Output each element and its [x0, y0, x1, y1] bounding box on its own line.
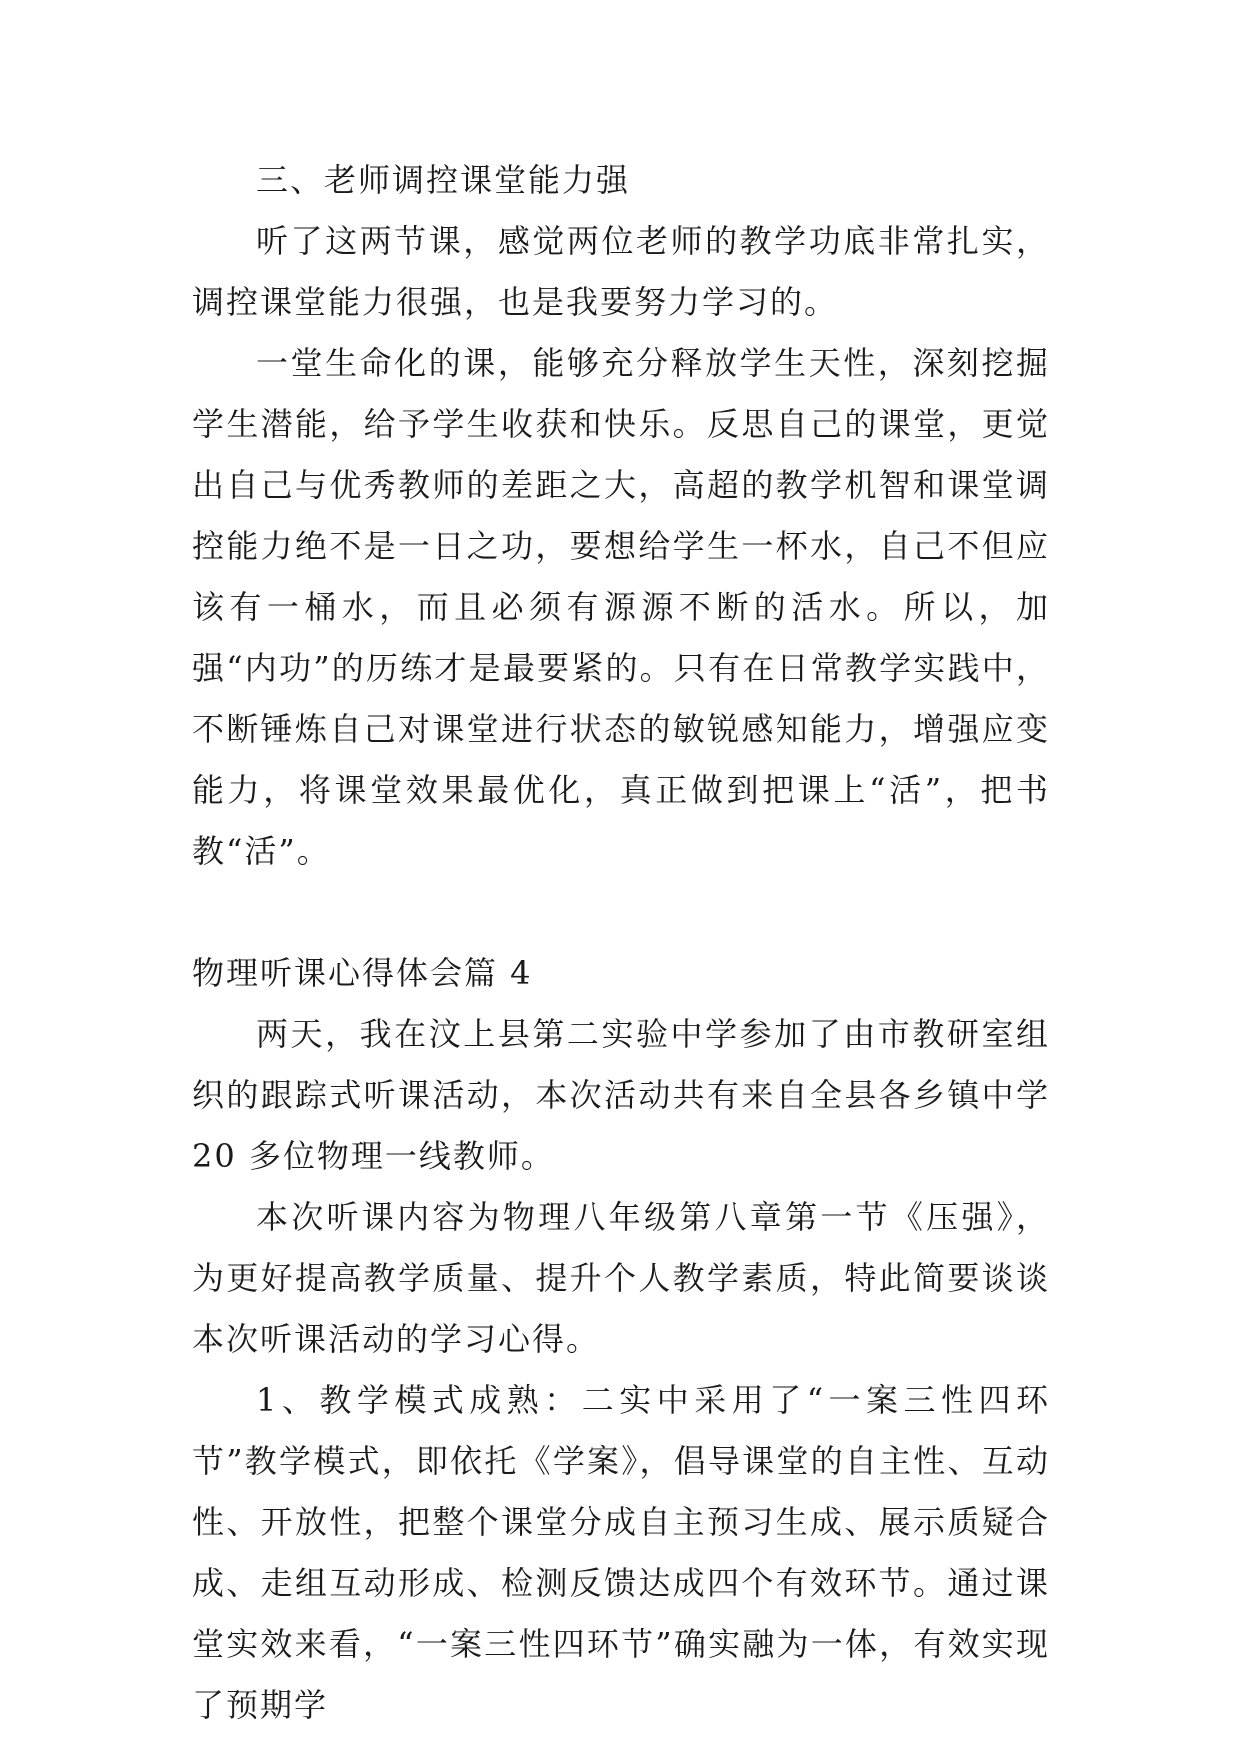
document-body: [192, 150, 1050, 1736]
paragraph-reflection: 一堂生命化的课，能够充分释放学生天性，深刻挖掘学生潜能，给予学生收获和快乐。反思自己的课堂，更觉出自己与优秀教师的差距之大，高超的教学机智和课堂调控能力绝不是一日之功，要想给学生一杯水，自己不但应该有一桶水，而且必须有源源不断的活水。所以，加强“内功”的历练才是最要紧的。只有在日常教学实践中，不断锤炼自己对课堂进行状态的敏锐感知能力，增强应变能力，将课堂效果最优化，真正做到把课上“活”，把书教“活”。: [192, 344, 1050, 870]
paragraph-listening-impression: 听了这两节课，感觉两位老师的教学功底非常扎实，调控课堂能力很强，也是我要努力学习的。: [192, 222, 1050, 321]
paragraph-activity-intro: 两天，我在汶上县第二实验中学参加了由市教研室组织的跟踪式听课活动，本次活动共有来自全县各乡镇中学 20 多位物理一线教师。: [192, 1015, 1050, 1175]
section-heading-3: 三、老师调控课堂能力强: [256, 161, 631, 199]
section-title: 物理听课心得体会篇 4: [192, 954, 533, 992]
paragraph-lesson-content: 本次听课内容为物理八年级第八章第一节《压强》，为更好提高教学质量、提升个人教学素质，特此简要谈谈本次听课活动的学习心得。: [192, 1198, 1050, 1358]
paragraph-teaching-model: 1、教学模式成熟：二实中采用了“一案三性四环节”教学模式，即依托《学案》，倡导课堂的自主性、互动性、开放性，把整个课堂分成自主预习生成、展示质疑合成、走组互动形成、检测反馈达成四个有效环节。通过课堂实效来看，“一案三性四环节”确实融为一体，有效实现了预期学: [192, 1381, 1050, 1724]
